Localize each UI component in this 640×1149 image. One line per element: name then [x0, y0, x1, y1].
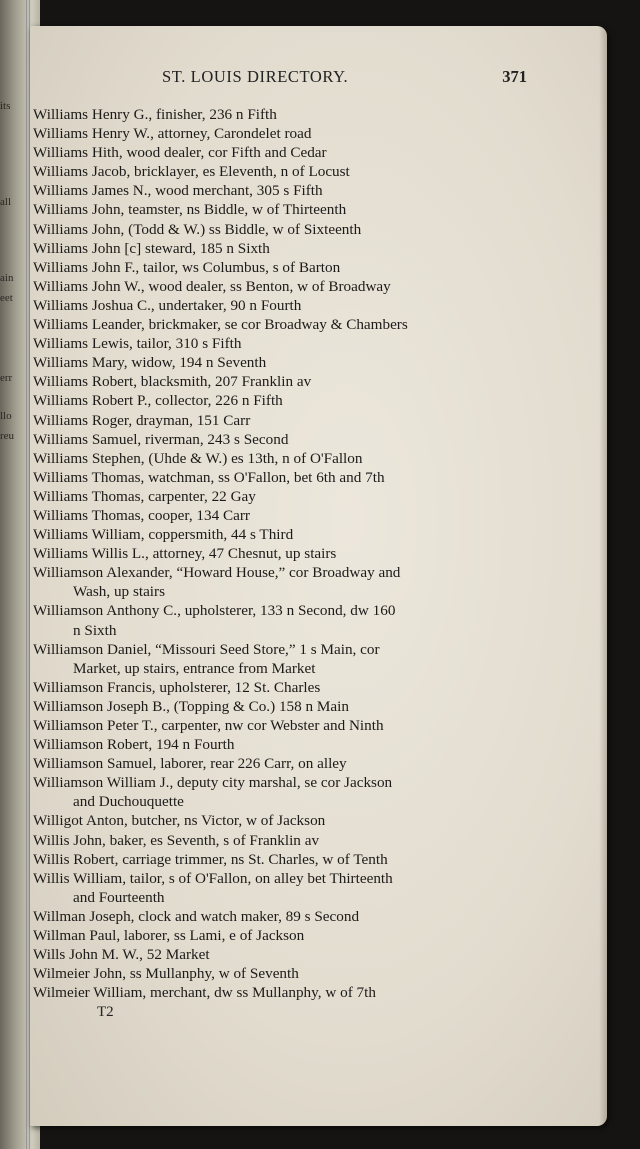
- directory-entry: Williams Samuel, riverman, 243 s Second: [33, 430, 289, 448]
- page-header: [30, 67, 607, 89]
- directory-entry: Willman Joseph, clock and watch maker, 89 s Second: [33, 907, 360, 925]
- directory-entry: Wilmeier William, merchant, dw ss Mullanphy, w of 7th: [33, 984, 376, 1002]
- directory-entry: Williams Henry G., finisher, 236 n Fifth: [33, 106, 277, 123]
- page-edge-shadow: [599, 26, 607, 1126]
- directory-entry: Willis John, baker, es Seventh, s of Franklin av: [33, 831, 320, 849]
- directory-entry-continuation: Market, up stairs, entrance from Market: [73, 659, 316, 677]
- directory-entry: Williams James N., wood merchant, 305 s Fifth: [33, 182, 323, 200]
- directory-entry: Williamson Robert, 194 n Fourth: [33, 736, 235, 754]
- previous-page-fragment: eet: [0, 292, 13, 304]
- directory-entry: Williams William, coppersmith, 44 s Third: [33, 526, 294, 544]
- directory-entry: Williams Jacob, bricklayer, es Eleventh, n of Locust: [33, 163, 350, 181]
- directory-entry: Williams Willis L., attorney, 47 Chesnut, up stairs: [33, 545, 337, 563]
- directory-entry-continuation: and Fourteenth: [73, 888, 165, 906]
- directory-entries: [33, 105, 533, 1002]
- previous-page-fragment: llo: [0, 410, 12, 422]
- directory-entry: Williams Robert, blacksmith, 207 Franklin av: [33, 373, 312, 391]
- directory-entry: Williams Henry W., attorney, Carondelet road: [33, 125, 312, 143]
- directory-entry-continuation: n Sixth: [73, 621, 117, 639]
- directory-entry: Willis Robert, carriage trimmer, ns St. Charles, w of Tenth: [33, 850, 388, 868]
- directory-entry: Williamson Anthony C., upholsterer, 133 n Second, dw 160: [33, 602, 396, 620]
- directory-entry-continuation: Wash, up stairs: [73, 583, 165, 601]
- directory-entry: Williams Robert P., collector, 226 n Fifth: [33, 392, 283, 410]
- directory-entry: Williams Lewis, tailor, 310 s Fifth: [33, 335, 242, 353]
- directory-entry: Williams Mary, widow, 194 n Seventh: [33, 354, 267, 372]
- previous-page-fragment: ain: [0, 272, 14, 284]
- directory-entry: Williams John, (Todd & W.) ss Biddle, w of Sixteenth: [33, 220, 362, 238]
- directory-entry: Williamson Francis, upholsterer, 12 St. Charles: [33, 678, 321, 696]
- directory-entry: Williamson Daniel, “Missouri Seed Store,” 1 s Main, cor: [33, 640, 380, 658]
- directory-entry: Williams Roger, drayman, 151 Carr: [33, 411, 251, 429]
- directory-page: [30, 26, 607, 1126]
- page-number: 371: [502, 67, 527, 86]
- directory-entry: Willigot Anton, butcher, ns Victor, w of Jackson: [33, 812, 326, 830]
- directory-entry: Williams Leander, brickmaker, se cor Broadway & Chambers: [33, 316, 408, 334]
- directory-entry: Williamson Alexander, “Howard House,” cor Broadway and: [33, 564, 401, 582]
- directory-entry: Williamson Peter T., carpenter, nw cor Webster and Ninth: [33, 717, 384, 734]
- directory-entry: Williams Stephen, (Uhde & W.) es 13th, n of O'Fallon: [33, 449, 363, 467]
- directory-entry: Williams Thomas, watchman, ss O'Fallon, bet 6th and 7th: [33, 468, 385, 486]
- directory-entry: Williamson Joseph B., (Topping & Co.) 158 n Main: [33, 697, 349, 715]
- previous-page-fragment: its: [0, 100, 11, 112]
- directory-entry-continuation: and Duchouquette: [73, 793, 184, 811]
- directory-entry: Willman Paul, laborer, ss Lami, e of Jackson: [33, 927, 305, 945]
- previous-page-fragment: all: [0, 196, 11, 208]
- previous-page-fragment: err: [0, 372, 13, 384]
- directory-entry: Wilmeier John, ss Mullanphy, w of Seventh: [33, 965, 299, 983]
- directory-entry: Williams Thomas, cooper, 134 Carr: [33, 506, 250, 524]
- directory-entry: Williams Joshua C., undertaker, 90 n Fourth: [33, 296, 302, 314]
- directory-entry: Williams John, teamster, ns Biddle, w of Thirteenth: [33, 201, 347, 219]
- directory-entry: Williams Hith, wood dealer, cor Fifth and Cedar: [33, 144, 327, 162]
- running-head: ST. LOUIS DIRECTORY.: [162, 67, 349, 86]
- directory-entry: Williams John F., tailor, ws Columbus, s of Barton: [33, 258, 341, 276]
- directory-entry: Williamson Samuel, laborer, rear 226 Carr, on alley: [33, 755, 347, 773]
- directory-entry: Williamson William J., deputy city marshal, se cor Jackson: [33, 774, 393, 792]
- signature-mark: T2: [97, 1004, 114, 1020]
- directory-entry: Williams John W., wood dealer, ss Benton, w of Broadway: [33, 277, 391, 295]
- directory-entry: Wills John M. W., 52 Market: [33, 946, 210, 964]
- previous-page-fragment: reu: [0, 430, 15, 442]
- directory-entry: Williams Thomas, carpenter, 22 Gay: [33, 487, 256, 505]
- directory-entry: Williams John [c] steward, 185 n Sixth: [33, 239, 270, 257]
- directory-entry: Willis William, tailor, s of O'Fallon, on alley bet Thirteenth: [33, 869, 393, 887]
